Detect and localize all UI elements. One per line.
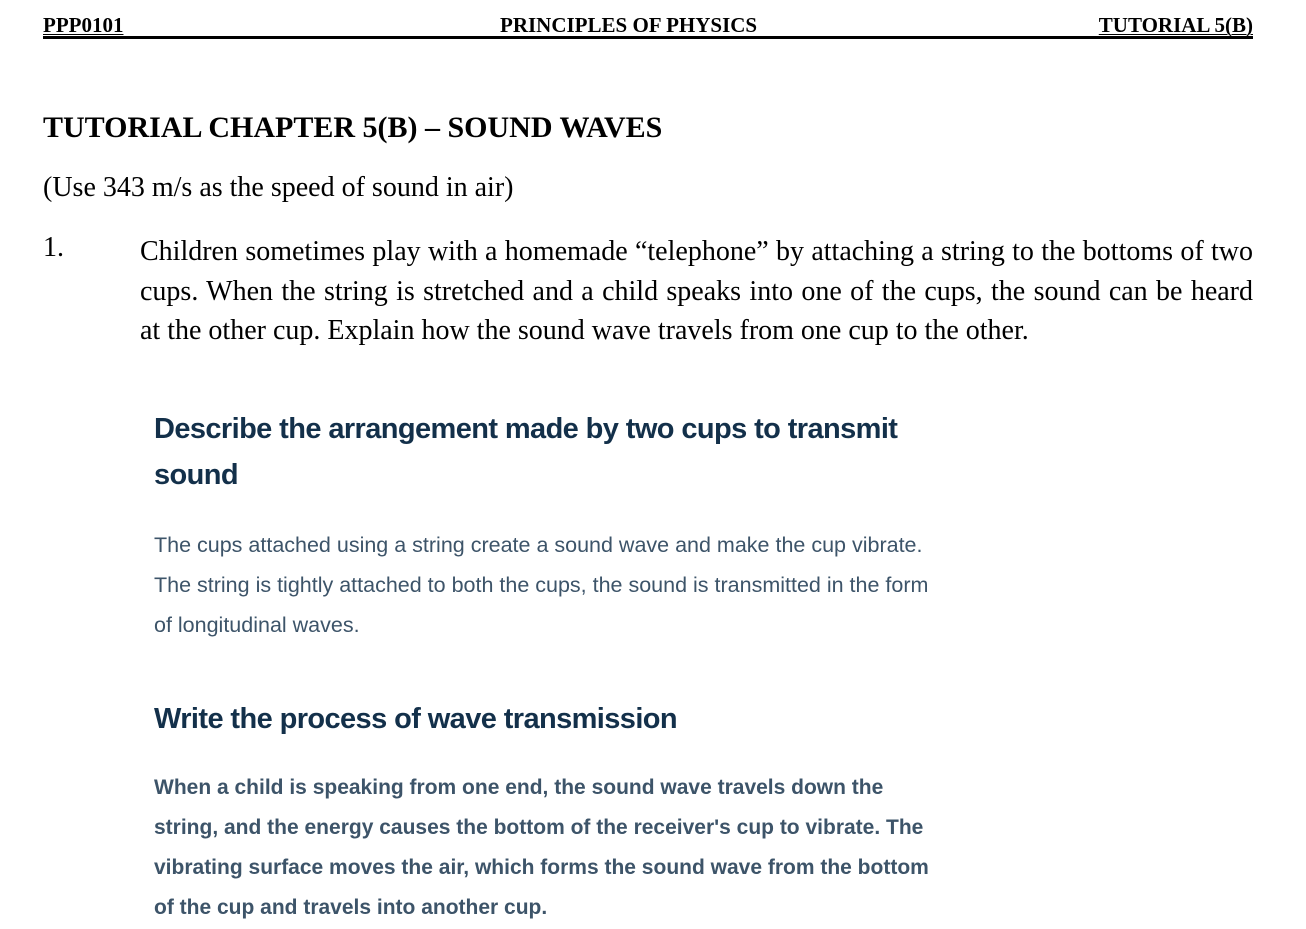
document-title: TUTORIAL CHAPTER 5(B) – SOUND WAVES bbox=[43, 111, 663, 144]
answer-heading-process: Write the process of wave transmission bbox=[154, 703, 678, 735]
speed-of-sound-note: (Use 343 m/s as the speed of sound in air) bbox=[43, 172, 514, 203]
question-number: 1. bbox=[43, 232, 64, 263]
course-code: PPP0101 bbox=[43, 13, 124, 37]
answer-body-arrangement: The cups attached using a string create a sound wave and make the cup vibrate. The string is tightly attached to both the cups, the sound is transmitted in the form of longitudinal waves. bbox=[154, 533, 929, 637]
answer-heading-arrangement: Describe the arrangement made by two cups to transmit sound bbox=[154, 413, 898, 491]
answer-body-process: When a child is speaking from one end, the sound wave travels down the string, and the energy causes the bottom of the receiver's cup to vibrate. The vibrating surface moves the air, which forms the sound wave from the bottom of the cup and travels into another cup. bbox=[154, 776, 929, 919]
course-name: PRINCIPLES OF PHYSICS bbox=[500, 13, 758, 37]
question-text: Children sometimes play with a homemade “telephone” by attaching a string to the bottoms of two cups. When the string is stretched and a child speaks into one of the cups, the sound can be heard at the other cup. Explain how the sound wave travels from one cup to the other. bbox=[140, 236, 1253, 346]
page-header bbox=[43, 10, 1253, 39]
tutorial-label: TUTORIAL 5(B) bbox=[1098, 13, 1253, 37]
